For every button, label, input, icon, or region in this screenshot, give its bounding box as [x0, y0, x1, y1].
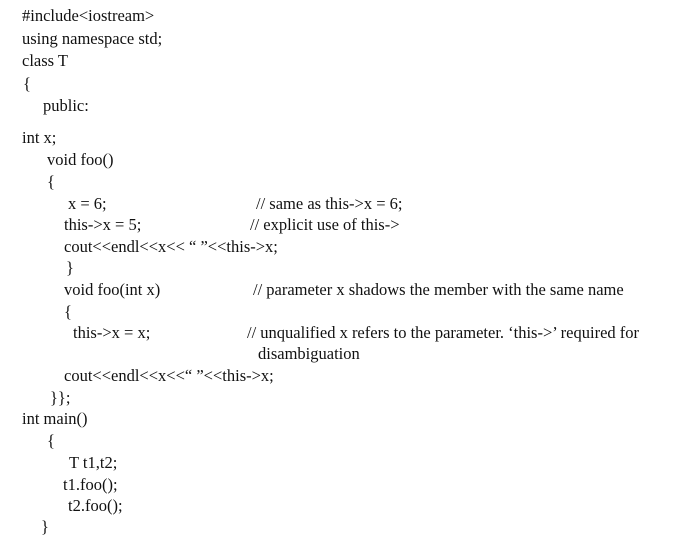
explicit-use-comment: // explicit use of this->: [250, 215, 400, 234]
foo-open-brace: {: [47, 172, 55, 191]
public-label: public:: [43, 96, 89, 115]
shadows-comment: // parameter x shadows the member with the same name: [253, 280, 624, 299]
class-open-brace: {: [23, 74, 31, 93]
main-declaration: int main(): [22, 409, 88, 428]
member-declaration: int x;: [22, 128, 57, 147]
foo-declaration: void foo(): [47, 150, 114, 169]
cout-line-one: cout<<endl<<x<< “ ”<<this->x;: [64, 237, 278, 256]
same-as-comment: // same as this->x = 6;: [256, 194, 403, 213]
assign-five-line: this->x = 5;: [64, 215, 142, 234]
assign-six-line: x = 6;: [68, 194, 107, 213]
unqualified-comment-line2: disambiguation: [258, 344, 360, 363]
main-open-brace: {: [47, 431, 55, 450]
foo-int-declaration: void foo(int x): [64, 280, 161, 299]
call-t1-line: t1.foo();: [63, 475, 118, 494]
call-t2-line: t2.foo();: [68, 496, 123, 515]
assign-param-line: this->x = x;: [73, 323, 151, 342]
unqualified-comment-line1: // unqualified x refers to the parameter. ‘this->’ required for: [247, 323, 640, 342]
main-close-brace: }: [41, 517, 49, 536]
class-close: }};: [50, 388, 71, 407]
class-declaration: class T: [22, 51, 68, 70]
object-declaration: T t1,t2;: [69, 453, 118, 472]
cout-line-two: cout<<endl<<x<<“ ”<<this->x;: [64, 366, 274, 385]
using-namespace-line: using namespace std;: [22, 29, 163, 48]
foo-close-brace: }: [66, 258, 74, 277]
include-line: #include<iostream>: [22, 6, 155, 25]
foo-int-open-brace: {: [64, 302, 72, 321]
